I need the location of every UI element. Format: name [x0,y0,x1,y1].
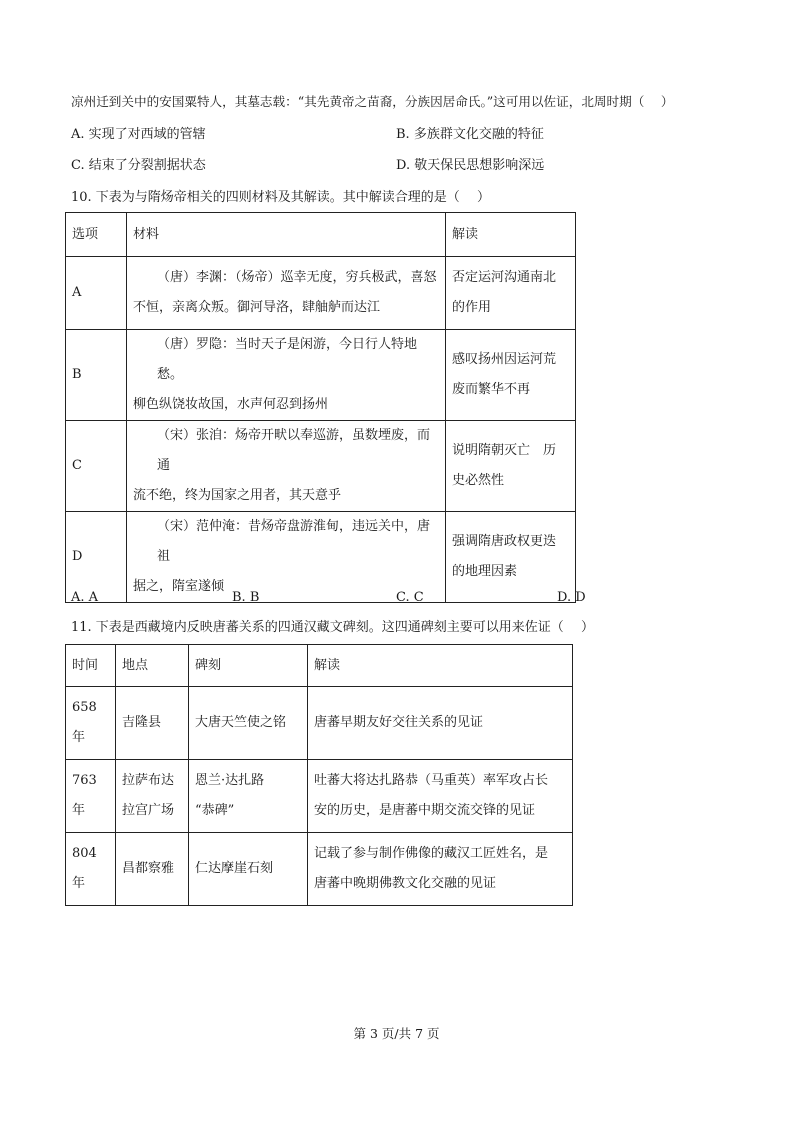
reading-line: 吐蕃大将达扎路恭（马重英）率军攻占长 [314,773,549,788]
table-row [66,833,573,906]
q10-stem: 10. 下表为与隋炀帝相关的四则材料及其解读。其中解读合理的是（ ） [71,190,490,205]
q9-option-c: C. 结束了分裂割据状态 [71,158,206,173]
material-line: 流不绝，终为国家之用者，其天意乎 [133,488,342,503]
stele-cell: 大唐天竺使之铭 [189,687,308,760]
q10-answer-c: C. C [396,590,424,605]
q10-answer-d: D. D [557,590,586,605]
time-line: 763 [72,773,97,788]
reading-cell [446,257,576,330]
q10-answer-a: A. A [71,590,99,605]
stele-cell [189,760,308,833]
q11-table [65,644,573,906]
table-row [66,760,573,833]
reading-line: 说明隋朝灭亡 历 [452,443,557,458]
time-line: 年 [72,876,86,891]
place-line: 拉萨布达 [122,773,175,788]
reading-cell [446,421,576,512]
q10-answer-b: B. B [232,590,260,605]
time-cell [66,687,116,760]
reading-line: 记载了参与制作佛像的藏汉工匠姓名，是 [314,846,549,861]
option-cell: D [66,512,127,603]
material-line: 不恒，亲离众叛。御河导洛，肆舳舻而达江 [133,300,381,315]
header-cell: 选项 [66,213,127,257]
material-cell [127,421,446,512]
table-header-row [66,213,576,257]
material-line: （宋）张洎：炀帝开畎以奉巡游，虽数堙废，而通 [157,428,431,473]
reading-cell [446,330,576,421]
q9-option-b: B. 多族群文化交融的特征 [396,127,544,142]
time-cell [66,833,116,906]
place-line: 拉宫广场 [122,803,175,818]
table-row [66,257,576,330]
option-cell: B [66,330,127,421]
q10-table [65,212,576,603]
q9-option-d: D. 敬天保民思想影响深远 [396,158,545,173]
reading-line: 安的历史，是唐蕃中期交流交锋的见证 [314,803,536,818]
material-line: （唐）李渊：（炀帝）巡幸无度，穷兵极武，喜怒 [157,270,437,285]
table-row [66,421,576,512]
q9-option-a: A. 实现了对西域的管辖 [71,127,206,142]
material-line: 据之，隋室遂倾 [133,579,225,594]
header-cell: 碑刻 [189,645,308,687]
table-row [66,687,573,760]
option-cell: C [66,421,127,512]
q11-stem: 11. 下表是西藏境内反映唐蕃关系的四通汉藏文碑刻。这四通碑刻主要可以用来佐证（ ） [71,620,594,635]
reading-cell: 唐蕃早期友好交往关系的见证 [308,687,573,760]
reading-line: 感叹扬州因运河荒 [452,352,557,367]
time-cell [66,760,116,833]
stele-line: “恭碑” [195,803,235,818]
place-cell: 吉隆县 [116,687,189,760]
header-cell: 材料 [127,213,446,257]
material-line: （唐）罗隐：当时天子是闲游，今日行人特地愁。 [157,337,418,382]
reading-line: 的地理因素 [452,564,518,579]
time-line: 658 [72,700,97,715]
reading-line: 强调隋唐政权更迭 [452,534,557,549]
time-line: 年 [72,730,86,745]
table-row [66,512,576,603]
reading-line: 唐蕃中晚期佛教文化交融的见证 [314,876,497,891]
header-cell: 时间 [66,645,116,687]
reading-line: 的作用 [452,300,492,315]
table-header-row [66,645,573,687]
reading-line: 废而繁华不再 [452,382,531,397]
reading-cell [308,760,573,833]
page-number: 第 3 页/共 7 页 [353,1026,440,1041]
table-row [66,330,576,421]
reading-cell [446,512,576,603]
stele-line: 恩兰·达扎路 [195,773,265,788]
time-line: 804 [72,846,97,861]
q9-stem: 凉州迁到关中的安国粟特人，其墓志载：“其先黄帝之苗裔，分族因居命氏。”这可用以佐证，北周时期（ ） [71,94,674,109]
header-cell: 解读 [308,645,573,687]
material-line: （宋）范仲淹：昔炀帝盘游淮甸，违远关中，唐祖 [157,519,431,564]
material-cell [127,330,446,421]
material-cell [127,257,446,330]
option-cell: A [66,257,127,330]
header-cell: 解读 [446,213,576,257]
place-cell: 昌都察雅 [116,833,189,906]
header-cell: 地点 [116,645,189,687]
time-line: 年 [72,803,86,818]
reading-line: 否定运河沟通南北 [452,270,557,285]
stele-cell: 仁达摩崖石刻 [189,833,308,906]
material-line: 柳色纵饶妆故国，水声何忍到扬州 [133,397,329,412]
place-cell [116,760,189,833]
reading-line: 史必然性 [452,473,505,488]
reading-cell [308,833,573,906]
